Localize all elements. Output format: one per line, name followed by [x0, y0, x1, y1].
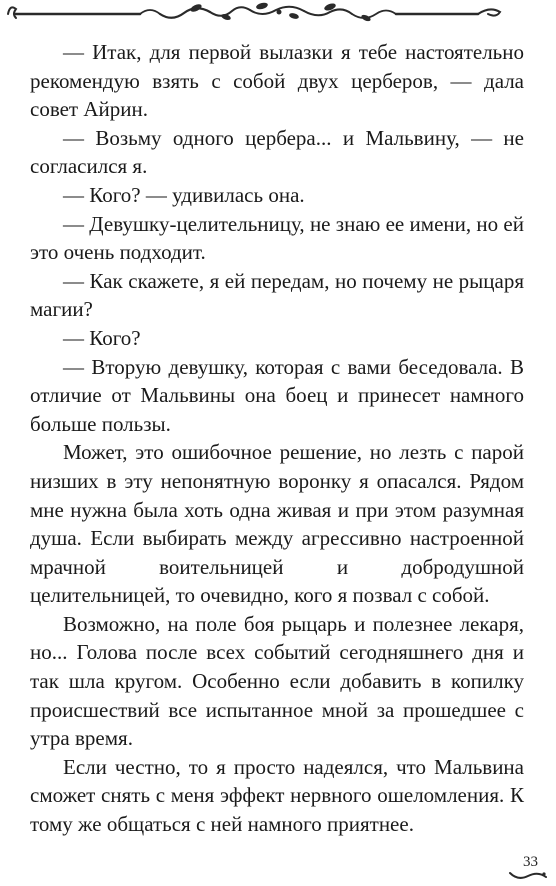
page-number: 33: [523, 854, 538, 870]
paragraph: — Вторую девушку, которая с вами беседовала. В отличие от Мальвины она боец и принесет намного больше пользы.: [30, 354, 524, 436]
paragraph: Возможно, на поле боя рыцарь и полезнее лекаря, но... Голова после всех событий сегодняшнего дня и так шла кругом. Особенно если добавить в копилку происшествий все испытанное мной за прошедшее с утра время.: [30, 611, 524, 751]
paragraph: — Кого? — удивилась она.: [63, 182, 305, 207]
paragraph: Может, это ошибочное решение, но лезть с парой низших в эту непонятную воронку я опасался. Рядом мне нужна была хоть одна живая и при этом разумная душа. Если выбирать между агрессивно настроенной мрачной воительницей и добродушной целительницей, то очевидно, кого я позвал с собой.: [30, 440, 524, 608]
top-ornament-divider-icon: [0, 0, 556, 30]
paragraph: Если честно, то я просто надеялся, что Мальвина сможет снять с меня эффект нервного ошеломления. К тому же общаться с ней намного приятнее.: [30, 754, 524, 837]
paragraph: — Возьму одного цербера... и Мальвину, — не согласился я.: [30, 125, 524, 179]
paragraph: — Кого?: [63, 325, 141, 350]
bottom-flourish-icon: [508, 868, 548, 882]
paragraph: — Девушку-целительницу, не знаю ее имени, но ей это очень подходит.: [30, 211, 524, 265]
body-text: [30, 38, 524, 839]
paragraph: — Итак, для первой вылазки я тебе настоятельно рекомендую взять с собой двух церберов, — дала совет Айрин.: [30, 40, 524, 122]
paragraph: — Как скажете, я ей передам, но почему не рыцаря магии?: [30, 268, 524, 322]
